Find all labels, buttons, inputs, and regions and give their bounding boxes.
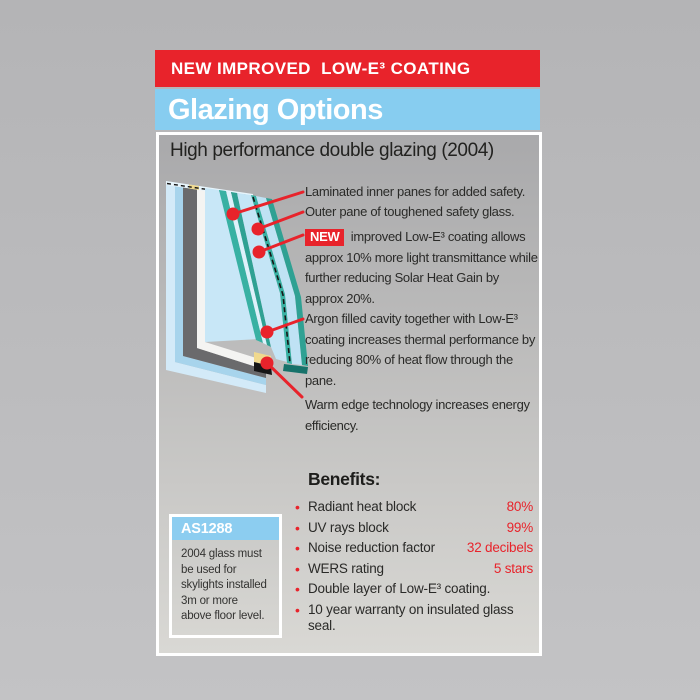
annotation-text: Laminated inner panes for added safety. [305, 184, 526, 199]
page-title: Glazing Options [168, 94, 383, 126]
benefit-label: Noise reduction factor [308, 540, 435, 555]
standard-box-as1288 [169, 514, 282, 638]
new-badge: NEW [305, 229, 344, 246]
benefit-row [295, 581, 533, 598]
benefit-row [295, 602, 533, 635]
benefit-value: 5 stars [493, 560, 533, 576]
benefit-row [295, 561, 533, 578]
header-banner [155, 89, 540, 130]
annotation-argon [305, 309, 539, 391]
bullet-icon: • [295, 499, 300, 515]
ribbon-label: NEW IMPROVED LOW-E³ COATING [171, 59, 471, 78]
benefit-label: UV rays block [308, 519, 389, 535]
annotation-text: improved Low-E³ coating allows approx 10% more light transmittance while further reducing Solar Heat Gain by approx 20%. [305, 229, 538, 306]
benefit-label: Double layer of Low-E³ coating. [308, 581, 491, 596]
benefit-label: 10 year warranty on insulated glass seal. [308, 601, 514, 633]
annotation-text: Outer pane of toughened safety glass. [305, 204, 515, 219]
annotation-outer-pane [305, 202, 539, 223]
standard-code: AS1288 [172, 517, 279, 540]
benefit-row [295, 499, 533, 516]
annotation-low-e-coating [305, 227, 539, 309]
bullet-icon: • [295, 519, 300, 536]
standard-text: 2004 glass must be used for skylights installed 3m or more above floor level. [181, 548, 267, 622]
bullet-icon: • [295, 540, 300, 556]
bullet-icon: • [295, 560, 300, 577]
benefits-section [295, 469, 533, 639]
benefit-label: WERS rating [308, 560, 384, 576]
annotation-laminated [305, 182, 539, 203]
benefit-value: 99% [506, 519, 533, 535]
benefit-label: Radiant heat block [308, 499, 417, 514]
content-panel [156, 132, 542, 656]
benefit-value: 80% [506, 499, 533, 514]
bullet-icon: • [295, 601, 300, 618]
annotation-warm-edge [305, 395, 539, 436]
benefit-row [295, 540, 533, 557]
panel-title: High performance double glazing (2004) [170, 140, 494, 161]
benefits-heading: Benefits: [308, 469, 381, 489]
annotation-text: Argon filled cavity together with Low-E³ coating increases thermal performance by reducing 80% of heat flow through the pane. [305, 311, 536, 388]
benefit-row [295, 520, 533, 537]
bullet-icon: • [295, 581, 300, 597]
benefit-value: 32 decibels [466, 540, 533, 555]
ribbon-banner [155, 50, 540, 87]
annotation-text: Warm edge technology increases energy efficiency. [305, 397, 530, 433]
